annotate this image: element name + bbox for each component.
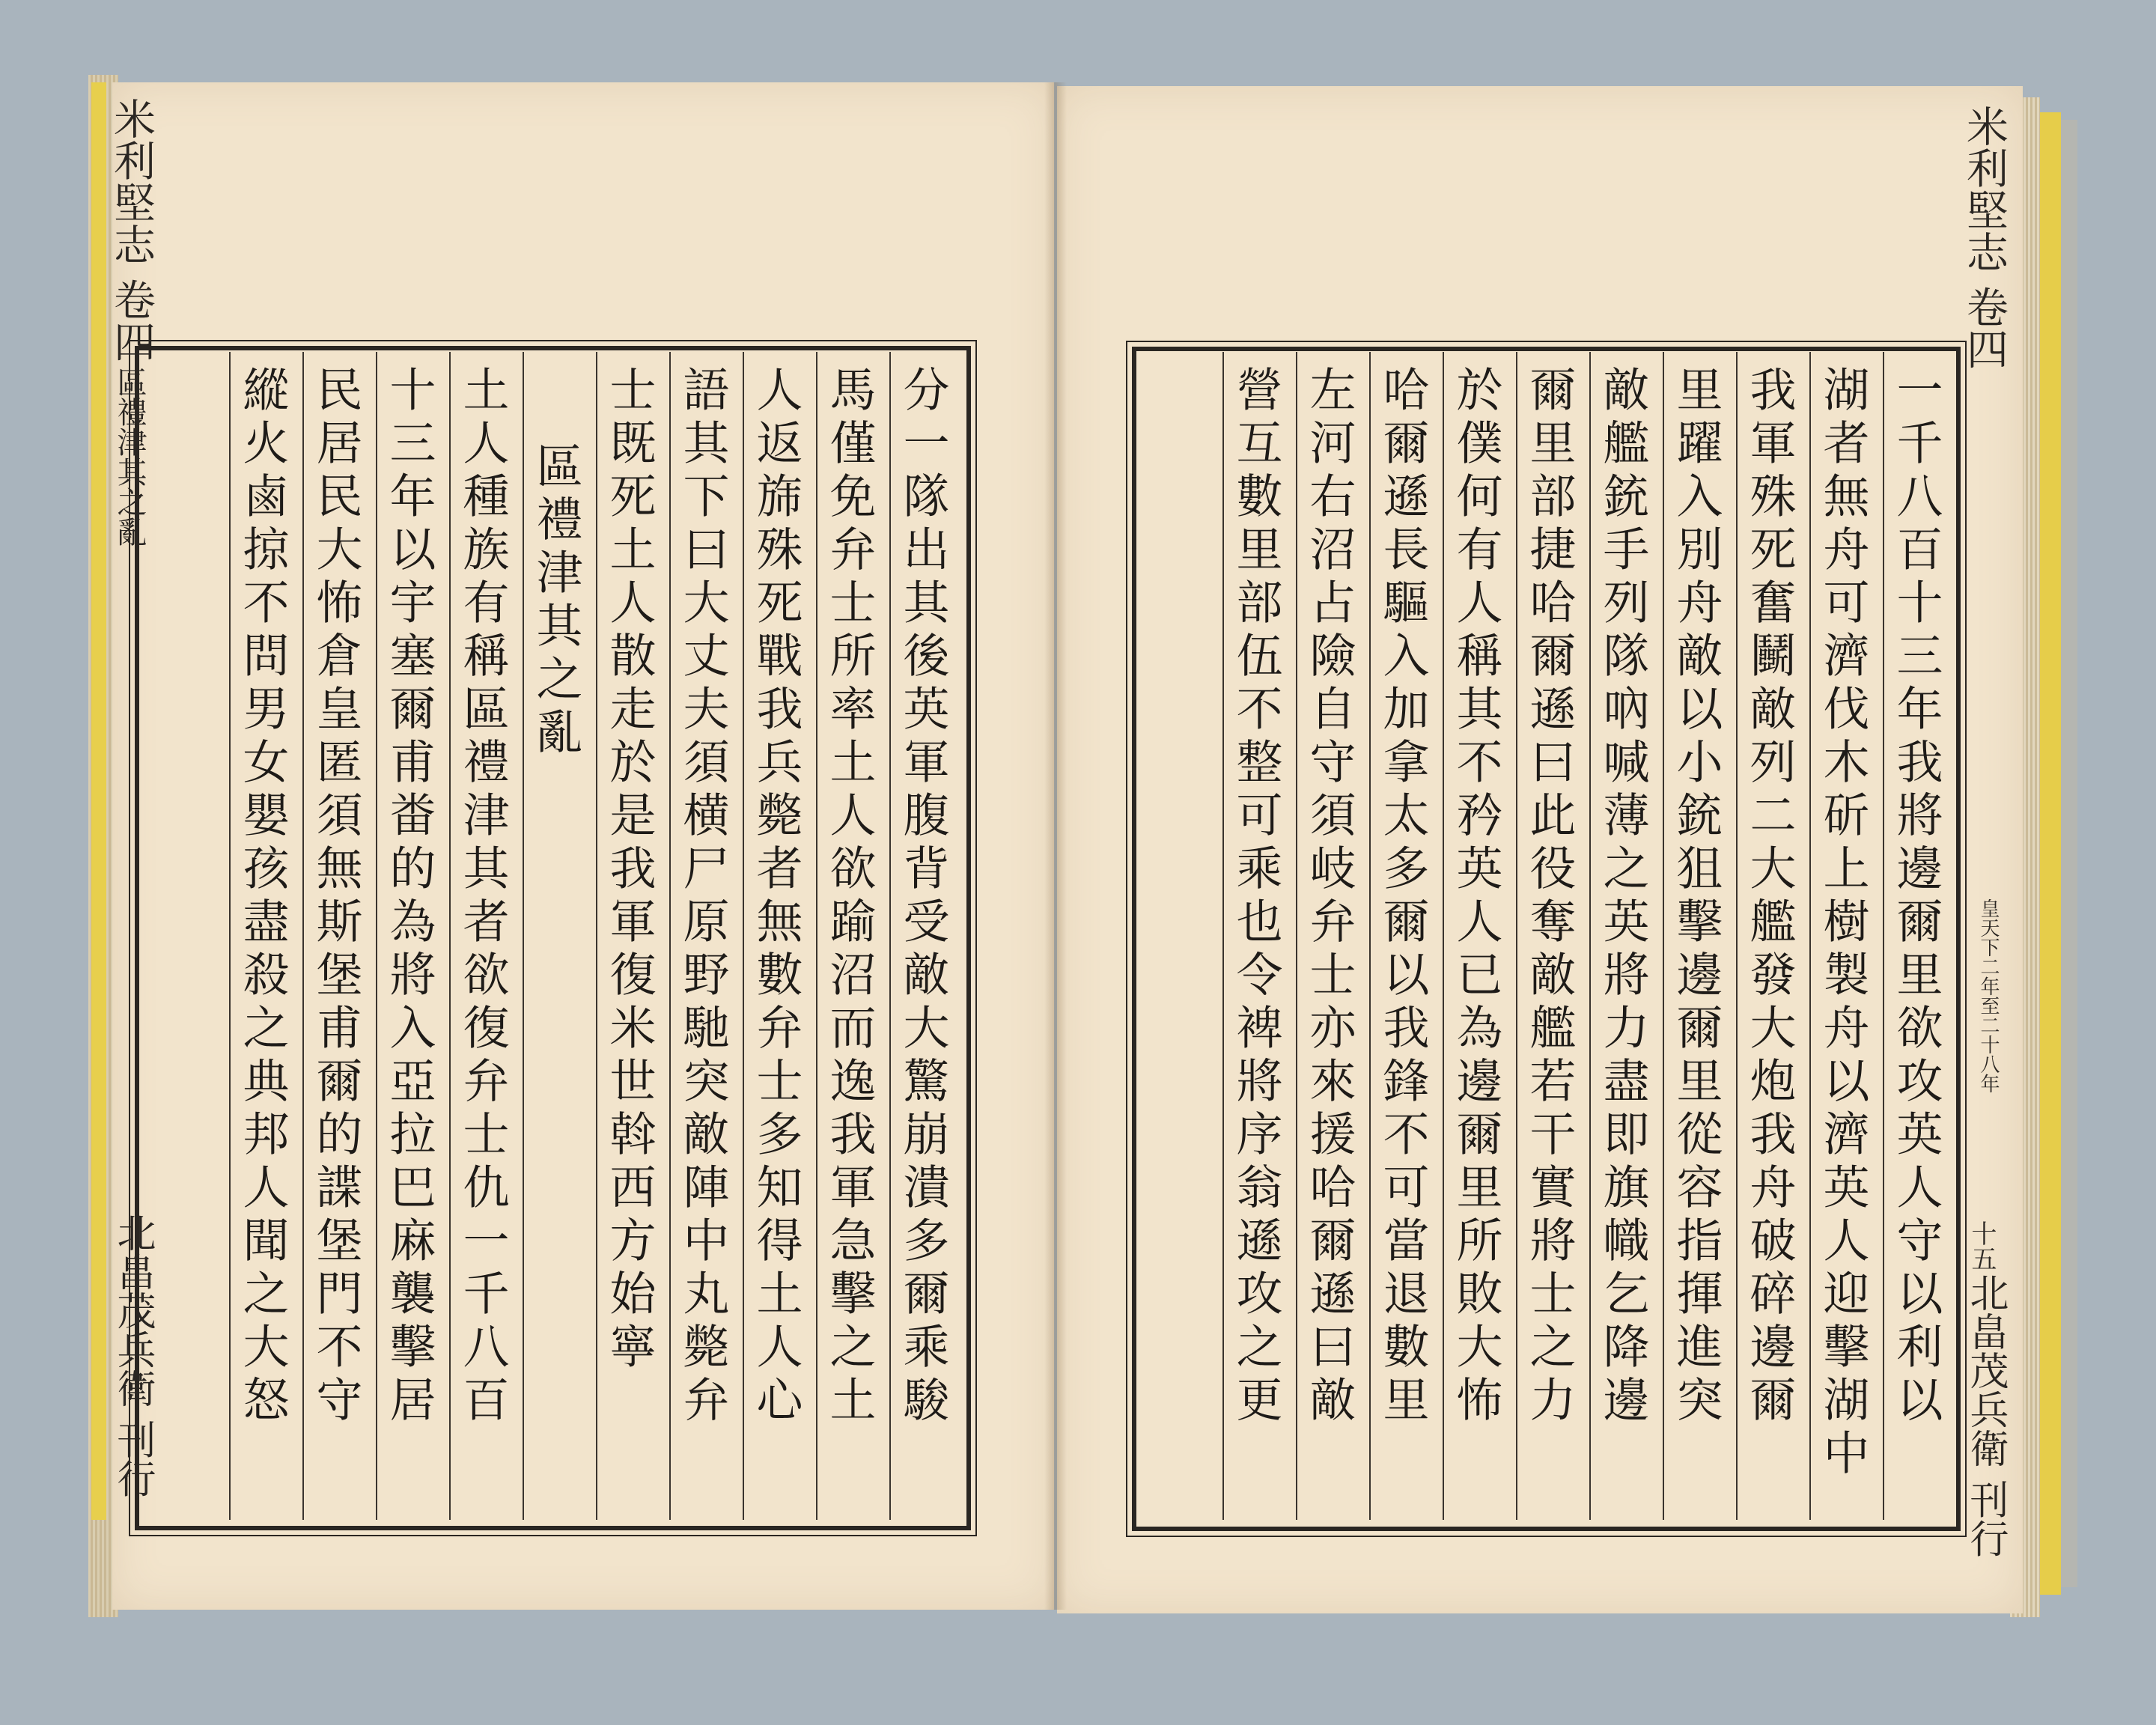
book-gutter bbox=[1044, 82, 1067, 1610]
right-column-1: 一千八百十三年我將邊爾里欲攻英人守以利以 bbox=[1883, 352, 1949, 1520]
section-heading: 區禮津其之亂 bbox=[523, 352, 588, 1520]
left-column-1: 分一隊出其後英軍腹背受敵大驚崩潰多爾乘駿 bbox=[889, 352, 955, 1520]
right-yellow-edge bbox=[2040, 112, 2061, 1595]
right-column-4: 里躍入別舟敵以小銃狙擊邊爾里從容指揮進突 bbox=[1663, 352, 1729, 1520]
right-column-6: 爾里部捷哈爾遜曰此役奪敵艦若干實將士之力 bbox=[1516, 352, 1582, 1520]
left-column-7: 土人種族有稱區禮津其者欲復弁士仇一千八百 bbox=[449, 352, 515, 1520]
right-column-5: 敵艦銃手列隊吶喊薄之英將力盡即旗幟乞降邊 bbox=[1589, 352, 1655, 1520]
left-margin-subtitle-text: 區禮津其之亂 bbox=[112, 367, 147, 547]
right-header-note: 皇天下二年至二十八年 bbox=[1977, 898, 2000, 1093]
left-column-9: 民居民大怖倉皇匿須無斯堡甫爾的諜堡門不守 bbox=[302, 352, 368, 1520]
right-column-7: 於僕何有人稱其不矜英人已為邊爾里所敗大怖 bbox=[1443, 352, 1508, 1520]
right-column-9: 左河右沼占險自守須岐弁士亦來援哈爾遜曰敵 bbox=[1296, 352, 1362, 1520]
right-header-title: 米利堅志 卷四 bbox=[1960, 105, 2009, 370]
right-margin-publisher: 北畠茂兵衛 刊行 bbox=[1963, 1273, 2008, 1558]
left-column-2: 馬僅免弁士所率土人欲踰沼而逸我軍急擊之土 bbox=[816, 352, 882, 1520]
left-margin-title: 米利堅志 卷四 bbox=[107, 97, 156, 362]
right-column-8: 哈爾遜長驅入加拿太多爾以我鋒不可當退數里 bbox=[1369, 352, 1435, 1520]
right-column-2: 湖者無舟可濟伐木斫上樹製舟以濟英人迎擊湖中 bbox=[1809, 352, 1875, 1520]
left-column-5: 士既死土人散走於是我軍復米世斡西方始寧 bbox=[596, 352, 662, 1520]
left-margin-publisher: 北畠茂兵衛 刊行 bbox=[110, 1213, 155, 1498]
left-column-3: 人返旆殊死戰我兵斃者無數弁士多知得土人心 bbox=[743, 352, 808, 1520]
left-column-8: 十三年以宇塞爾甫畨的為將入亞拉巴麻襲擊居 bbox=[376, 352, 442, 1520]
page-number: 十五 bbox=[1967, 1220, 1997, 1271]
left-column-4: 語其下曰大丈夫須横尸原野馳突敵陣中丸斃弁 bbox=[669, 352, 735, 1520]
right-column-3: 我軍殊死奮鬭敵列二大艦發大炮我舟破碎邊爾 bbox=[1736, 352, 1802, 1520]
right-column-10: 營互數里部伍不整可乘也令裨將序翁遜攻之更 bbox=[1222, 352, 1288, 1520]
left-column-10: 縱火鹵掠不問男女嬰孩盡殺之典邦人聞之大怒 bbox=[229, 352, 295, 1520]
